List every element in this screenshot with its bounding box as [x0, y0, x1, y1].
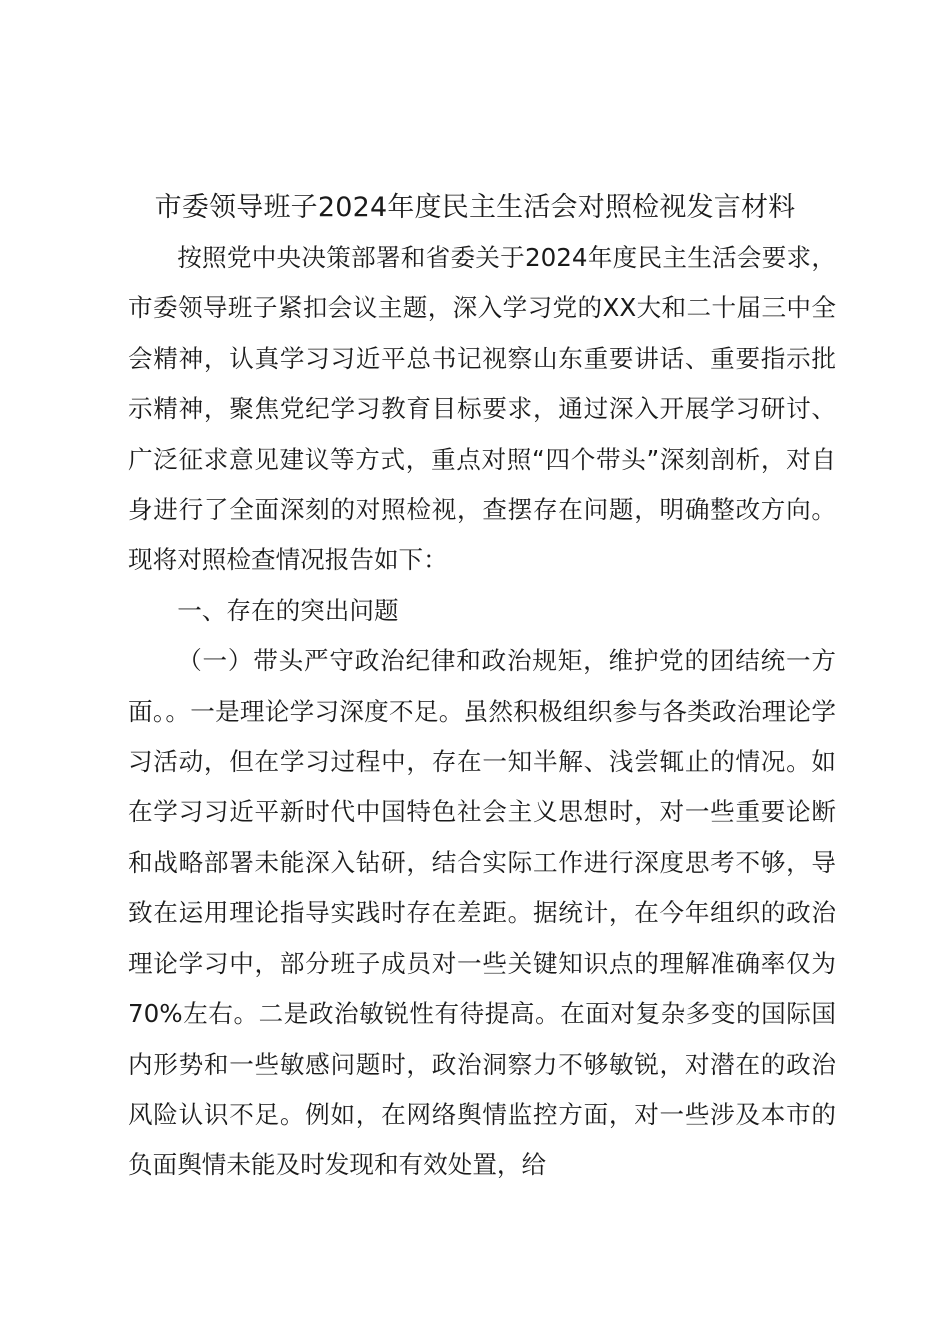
- document-title: 市委领导班子2024年度民主生活会对照检视发言材料: [154, 192, 796, 223]
- intro-paragraph: 按照党中央决策部署和省委关于2024年度民主生活会要求，市委领导班子紧扣会议主题，深入学习党的XX大和二十届三中全会精神，认真学习习近平总书记视察山东重要讲话、重要指示批示精神，聚焦党纪学习教育目标要求，通过深入开展学习研讨、广泛征求意见建议等方式，重点对照“四个带头”深刻剖析，对自身进行了全面深刻的对照检视，查摆存在问题，明确整改方向。现将对照检查情况报告如下：: [128, 243, 836, 575]
- body-paragraph: （一）带头严守政治纪律和政治规矩，维护党的团结统一方面。。一是理论学习深度不足。虽然积极组织参与各类政治理论学习活动，但在学习过程中，存在一知半解、浅尝辄止的情况。如在学习习近平新时代中国特色社会主义思想时，对一些重要论断和战略部署未能深入钻研，结合实际工作进行深度思考不够，导致在运用理论指导实践时存在差距。据统计，在今年组织的政治理论学习中，部分班子成员对一些关键知识点的理解准确率仅为70%左右。二是政治敏锐性有待提高。在面对复杂多变的国际国内形势和一些敏感问题时，政治洞察力不够敏锐，对潜在的政治风险认识不足。例如，在网络舆情监控方面，对一些涉及本市的负面舆情未能及时发现和有效处置，给: [128, 646, 836, 1180]
- section-heading: 一、存在的突出问题: [177, 595, 399, 625]
- document-body: [128, 233, 836, 1191]
